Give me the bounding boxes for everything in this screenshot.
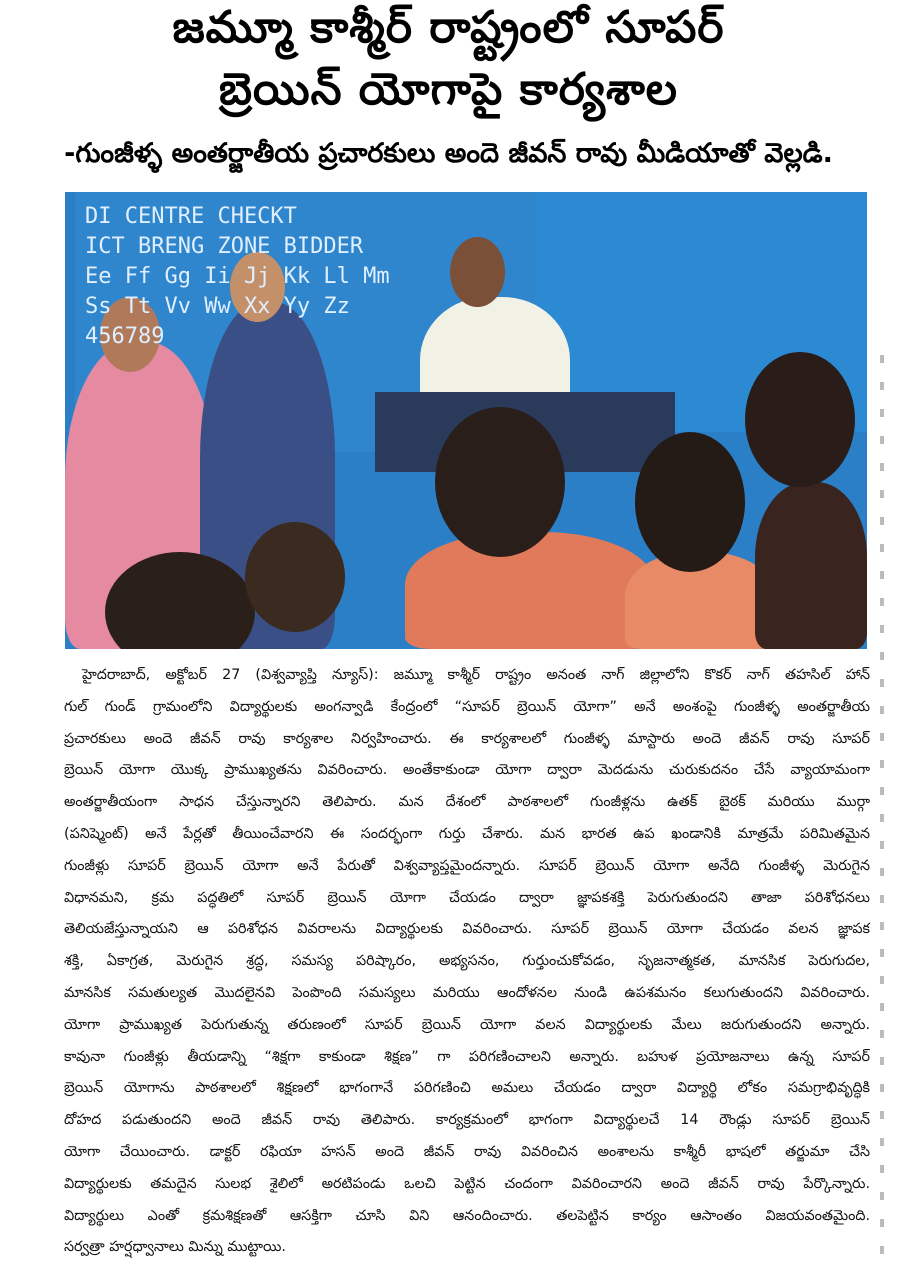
article-line: మానసిక సమతుల్యత మొదలైనవి పెంపొంది సమస్యలు మరియు ఆందోళనల నుండి ఉపశమనం కలుగుతుందని వివరించారు.	[64, 984, 870, 1001]
cut-off-glyph	[880, 652, 894, 660]
cut-off-glyph	[880, 544, 894, 552]
article-line: శక్తి, ఏకాగ్రత, మెరుగైన శ్రద్ధ, సమస్య పరిష్కారం, అభ్యసనం, గుర్తుంచుకోవడం, సృజనాత్మకత, మానసిక పెరుగుదల,	[64, 953, 870, 970]
article-line: కావునా గుంజీళ్లు తీయడాన్ని “శిక్షగా కాకుండా శిక్షణ” గా పరిగణించాలని అన్నారు. బహుళ ప్రయోజనాలు ఉన్న సూపర్	[64, 1048, 870, 1065]
cut-off-glyph	[880, 571, 894, 579]
cut-off-glyph	[880, 922, 894, 930]
cut-off-glyph	[880, 976, 894, 984]
cut-off-glyph	[880, 1219, 894, 1227]
article-line: విధానమని, క్రమ పద్ధతిలో సూపర్ బ్రెయిన్ యోగా చేయడం ద్వారా జ్ఞాపకశక్తి పెరుగుతుందని తాజా పరిశోధనలు	[64, 889, 870, 906]
cut-off-glyph	[880, 1192, 894, 1200]
child	[405, 532, 655, 649]
cut-off-glyph	[880, 868, 894, 876]
cut-off-glyph	[880, 1003, 894, 1011]
article-line: గుల్ గుండ్ గ్రామంలోని విద్యార్థులకు అంగన్వాడి కేంద్రంలో “సూపర్ బ్రెయిన్ యోగా” అనే అంశంపై గుంజీళ్ళ అంతర్జాతీయ	[64, 698, 870, 715]
article-line: హైదరాబాద్, అక్టోబర్ 27 (విశ్వవ్యాప్తి న్యూస్): జమ్మూ కాశ్మీర్ రాష్ట్రం అనంత నాగ్ జిల్లాలోని కొకర్ నాగ్ తహసిల్ హాన్	[82, 667, 870, 683]
article-line: సర్వత్రా హర్షధ్వానాలు మిన్ను ముట్టాయి.	[64, 1239, 286, 1256]
headline-line-1: జమ్మూ కాశ్మీర్ రాష్ట్రంలో సూపర్	[172, 2, 725, 53]
article-line: అంతర్జాతీయంగా సాధన చేస్తున్నారని తెలిపారు. మన దేశంలో పాఠశాలలో గుంజీళ్లను ఉతక్ బైఠక్ మరియు ముర్గా	[64, 794, 870, 811]
cut-off-glyph	[880, 706, 894, 714]
article-line: దోహద పడుతుందని అందె జీవన్ రావు తెలిపారు. కార్యక్రమంలో భాగంగా విద్యార్థులచే 14 రౌండ్లు సూపర్ బ్రెయిన్	[64, 1112, 870, 1129]
article-line: యోగా చేయించారు. డాక్టర్ రఫియా హసన్ అందె జీవన్ రావు వివరించిన అంశాలను కాశ్మీరీ భాషలో తర్జుమా చేసి	[64, 1143, 870, 1160]
child-head	[745, 352, 855, 487]
cut-off-glyph	[880, 517, 894, 525]
cut-off-glyph	[880, 625, 894, 633]
cut-off-glyph	[880, 382, 894, 390]
child	[755, 482, 867, 649]
subheadline: -గుంజీళ్ళ అంతర్జాతీయ ప్రచారకులు అందె జీవన్ రావు మీడియాతో వెల్లడి.	[64, 138, 833, 169]
adjacent-column-fragment	[880, 355, 894, 1273]
cut-off-glyph	[880, 1138, 894, 1146]
article-line: గుంజీళ్లు సూపర్ బ్రెయిన్ యోగా అనే పేరుతో విశ్వవ్యాప్తమైందన్నారు. సూపర్ బ్రెయిన్ యోగా అనేది గుంజీళ్ళ మెరుగైన	[64, 857, 870, 874]
news-photo	[65, 192, 867, 649]
article-body	[64, 660, 870, 1264]
cut-off-glyph	[880, 733, 894, 741]
article-line: ప్రచారకులు అందె జీవన్ రావు కార్యశాల నిర్వహించారు. ఈ కార్యశాలలో గుంజీళ్ళ మాస్టారు అందె జీవన్ రావు సూపర్	[64, 730, 870, 747]
cut-off-glyph	[880, 949, 894, 957]
cut-off-glyph	[880, 760, 894, 768]
board-text: ICT BRENG ZONE BIDDER	[85, 234, 364, 259]
cut-off-glyph	[880, 409, 894, 417]
article-line: యోగా ప్రాముఖ్యత పెరుగుతున్న తరుణంలో సూపర్ బ్రెయిన్ యోగా వలన విద్యార్థులకు మేలు జరుగుతుందని అన్నారు.	[64, 1016, 870, 1033]
cut-off-glyph	[880, 463, 894, 471]
child-head	[635, 432, 745, 572]
article-line: బ్రెయిన్ యోగా యొక్క ప్రాముఖ్యతను వివరించారు. అంతేకాకుండా యోగా ద్వారా మెదడును చురుకుదనం చేసే వ్యాయామంగా	[64, 762, 870, 779]
cut-off-glyph	[880, 1165, 894, 1173]
cut-off-glyph	[880, 355, 894, 363]
cut-off-glyph	[880, 841, 894, 849]
cut-off-glyph	[880, 895, 894, 903]
article-line: విద్యార్థులకు తమదైన సులభ శైలిలో అరటిపండు ఒలచి పెట్టిన చందంగా వివరించారని అందె జీవన్ రావు పేర్కొన్నారు.	[64, 1175, 870, 1192]
cut-off-glyph	[880, 679, 894, 687]
cut-off-glyph	[880, 436, 894, 444]
cut-off-glyph	[880, 1030, 894, 1038]
board-text: DI CENTRE CHECKT	[85, 204, 297, 229]
cut-off-glyph	[880, 787, 894, 795]
headline-line-2: బ్రెయిన్ యోగాపై కార్యశాల	[219, 64, 678, 115]
cut-off-glyph	[880, 1057, 894, 1065]
cut-off-glyph	[880, 490, 894, 498]
article-line: విద్యార్థులు ఎంతో క్రమశిక్షణతో ఆసక్తిగా చూసి విని ఆనందించారు. తలపెట్టిన కార్యం ఆసాంతం విజయవంతమైంది.	[64, 1207, 870, 1224]
cut-off-glyph	[880, 1084, 894, 1092]
board-text: Ss Tt Vv Ww Xx Yy Zz	[85, 294, 350, 319]
cut-off-glyph	[880, 1246, 894, 1254]
cut-off-glyph	[880, 814, 894, 822]
board-text: 456789	[85, 324, 165, 349]
article-line: బ్రెయిన్ యోగాను పాఠశాలలో శిక్షణలో భాగంగానే పరిగణించి అమలు చేయడం ద్వారా విద్యార్థి లోకం సమగ్రాభివృద్ధికి	[64, 1080, 870, 1097]
cut-off-glyph	[880, 598, 894, 606]
article-line: (పనిష్మెంట్) అనే పేర్లతో తీయించేవారని ఈ సందర్భంగా గుర్తు చేశారు. మన భారత ఉప ఖండానికి మాత్రమే పరిమితమైన	[64, 825, 870, 842]
cut-off-glyph	[880, 1111, 894, 1119]
child-head	[245, 522, 345, 632]
article-line: తెలియజేస్తున్నాయని ఆ పరిశోధన వివరాలను విద్యార్థులకు వివరించారు. సూపర్ బ్రెయిన్ యోగా చేయడం వలన జ్ఞాపక	[64, 921, 870, 938]
classroom-blackboard	[75, 192, 535, 452]
board-text: Ee Ff Gg Ii Jj Kk Ll Mm	[85, 264, 390, 289]
